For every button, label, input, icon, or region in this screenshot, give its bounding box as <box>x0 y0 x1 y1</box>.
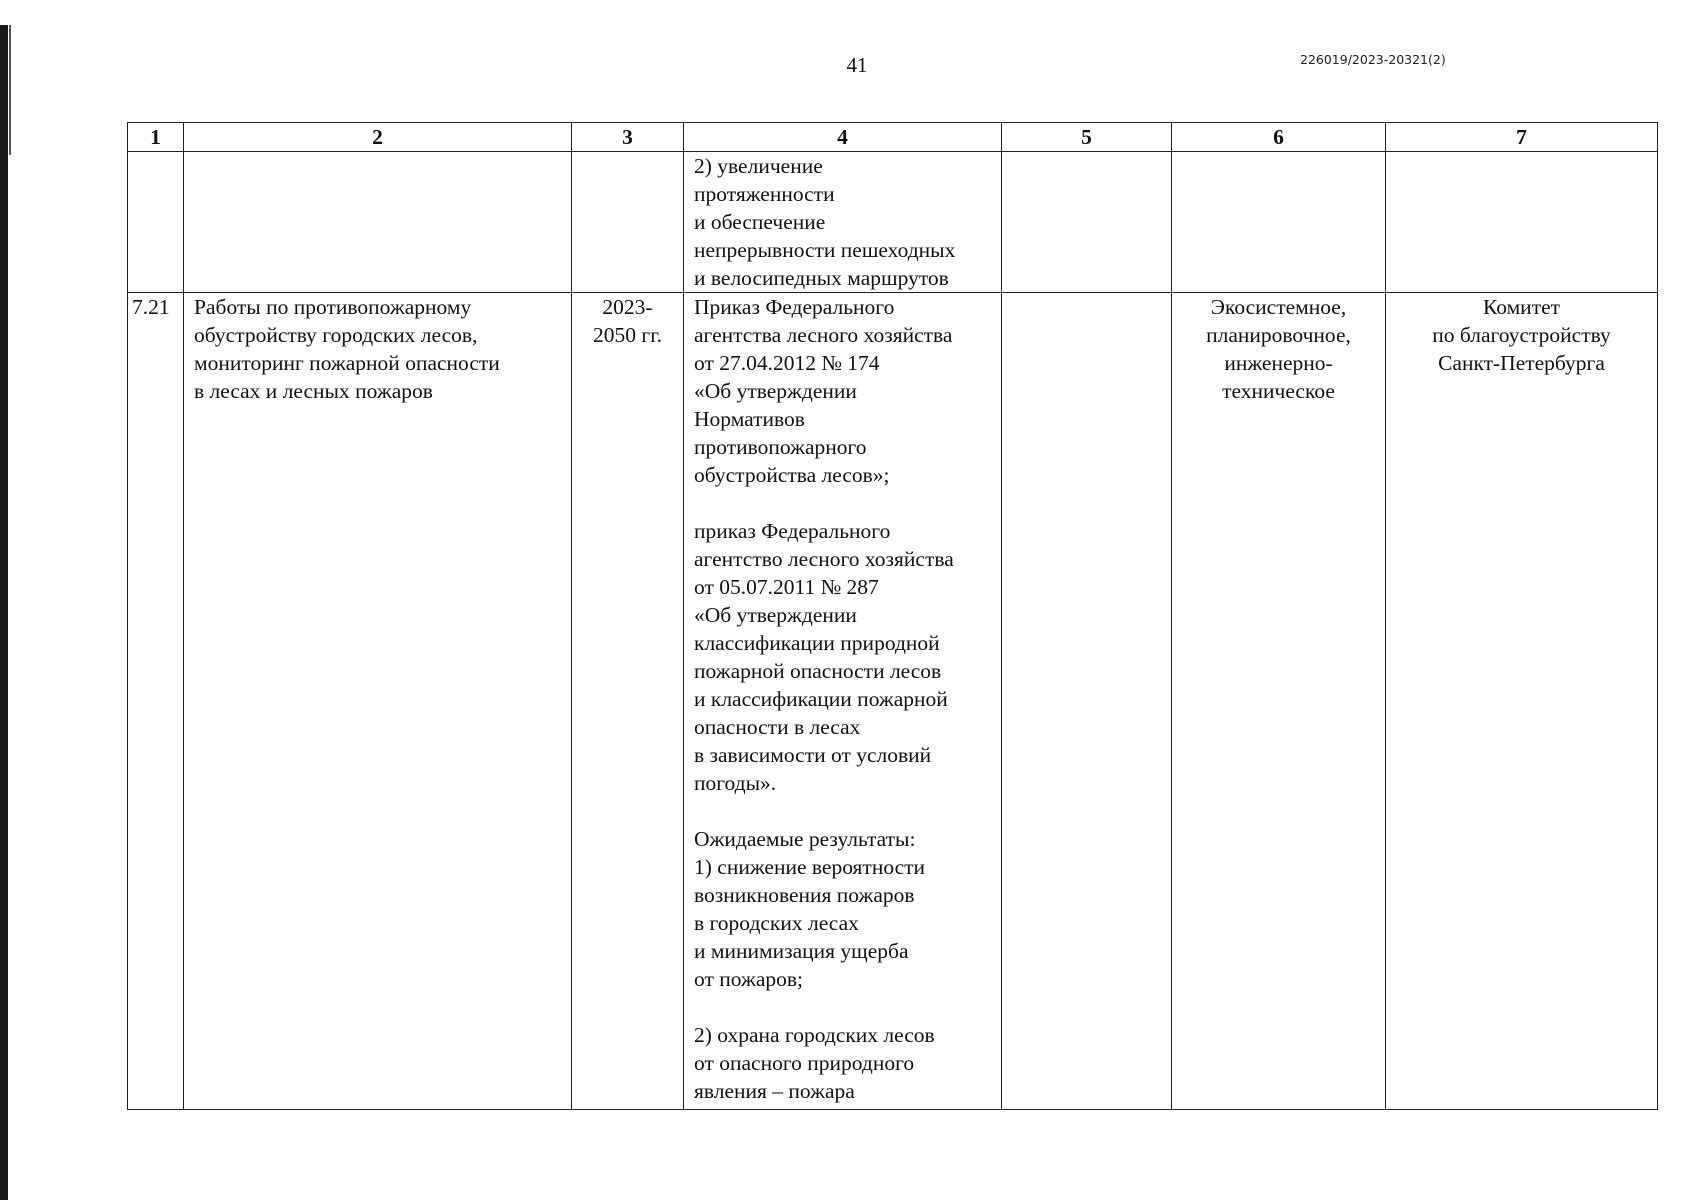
table-cell <box>1002 152 1172 293</box>
text-line: 2050 гг. <box>593 323 662 347</box>
text-line: и минимизация ущерба <box>694 939 909 963</box>
measures-table <box>127 122 1658 1110</box>
column-header: 7 <box>1386 123 1658 152</box>
text-line: и велосипедных маршрутов <box>694 266 949 290</box>
measure-type <box>1172 293 1386 1110</box>
text-line: Нормативов <box>694 407 805 431</box>
document-id: 226019/2023-20321(2) <box>1300 52 1446 67</box>
text-line: опасности в лесах <box>694 715 861 739</box>
text-line: протяженности <box>694 182 835 206</box>
table-cell <box>1386 152 1658 293</box>
text-line: Ожидаемые результаты: <box>694 827 916 851</box>
column-header: 6 <box>1172 123 1386 152</box>
table-cell <box>184 152 572 293</box>
paragraph-gap <box>694 797 991 825</box>
text-line: от 27.04.2012 № 174 <box>694 351 880 375</box>
text-line: от пожаров; <box>694 967 803 991</box>
text-line: пожарной опасности лесов <box>694 659 942 683</box>
text-line: погоды». <box>694 771 777 795</box>
paragraph-gap <box>694 993 991 1021</box>
text-line: явления – пожара <box>694 1079 855 1103</box>
text-line: обустройству городских лесов, <box>194 323 478 347</box>
text-line: мониторинг пожарной опасности <box>194 351 500 375</box>
paragraph-gap <box>694 489 991 517</box>
table-cell <box>128 152 184 293</box>
page-number: 41 <box>846 53 868 77</box>
table-cell <box>1172 152 1386 293</box>
text-line: техническое <box>1222 379 1335 403</box>
column-header: 1 <box>128 123 184 152</box>
period <box>572 293 684 1110</box>
text-line: 2023- <box>602 295 653 319</box>
text-line: «Об утверждении <box>694 379 857 403</box>
responsible-body <box>1386 293 1658 1110</box>
text-line: по благоустройству <box>1432 323 1611 347</box>
column-number-row <box>128 123 1658 152</box>
text-line: обустройства лесов»; <box>694 463 890 487</box>
text-line: классификации природной <box>694 631 940 655</box>
column-5-cell <box>1002 293 1172 1110</box>
text-line: 2) увеличение <box>694 154 823 178</box>
text-line: агентства лесного хозяйства <box>694 323 953 347</box>
column-header: 3 <box>572 123 684 152</box>
text-line: 2) охрана городских лесов <box>694 1023 935 1047</box>
text-line: возникновения пожаров <box>694 883 915 907</box>
text-line: «Об утверждении <box>694 603 857 627</box>
text-line: и обеспечение <box>694 210 826 234</box>
text-line: Приказ Федерального <box>694 295 895 319</box>
text-line: приказ Федерального <box>694 519 891 543</box>
row-number: 7.21 <box>128 293 184 1110</box>
column-header: 2 <box>184 123 572 152</box>
text-line: в зависимости от условий <box>694 743 932 767</box>
text-line: Комитет <box>1482 295 1561 319</box>
text-line: инженерно- <box>1224 351 1333 375</box>
scan-edge-mark <box>9 25 11 155</box>
column-header: 5 <box>1002 123 1172 152</box>
text-line: планировочное, <box>1206 323 1351 347</box>
text-line: Экосистемное, <box>1210 295 1347 319</box>
text-line: непрерывности пешеходных <box>694 238 956 262</box>
scan-edge <box>0 25 8 1200</box>
text-line: от 05.07.2011 № 287 <box>694 575 879 599</box>
text-line: противопожарного <box>694 435 867 459</box>
text-line: агентство лесного хозяйства <box>694 547 954 571</box>
column-header: 4 <box>684 123 1002 152</box>
table-cell <box>572 152 684 293</box>
legal-basis <box>684 293 1002 1110</box>
text-line: и классификации пожарной <box>694 687 948 711</box>
table-row-continuation <box>128 152 1658 293</box>
table-row-7-21 <box>128 293 1658 1110</box>
measure-name <box>184 293 572 1110</box>
text-line: Работы по противопожарному <box>194 295 472 319</box>
text-line: от опасного природного <box>694 1051 915 1075</box>
text-line: 1) снижение вероятности <box>694 855 926 879</box>
expected-results-continuation <box>684 152 1002 293</box>
text-line: в городских лесах <box>694 911 859 935</box>
text-line: Санкт-Петербурга <box>1438 351 1605 375</box>
text-line: в лесах и лесных пожаров <box>194 379 433 403</box>
